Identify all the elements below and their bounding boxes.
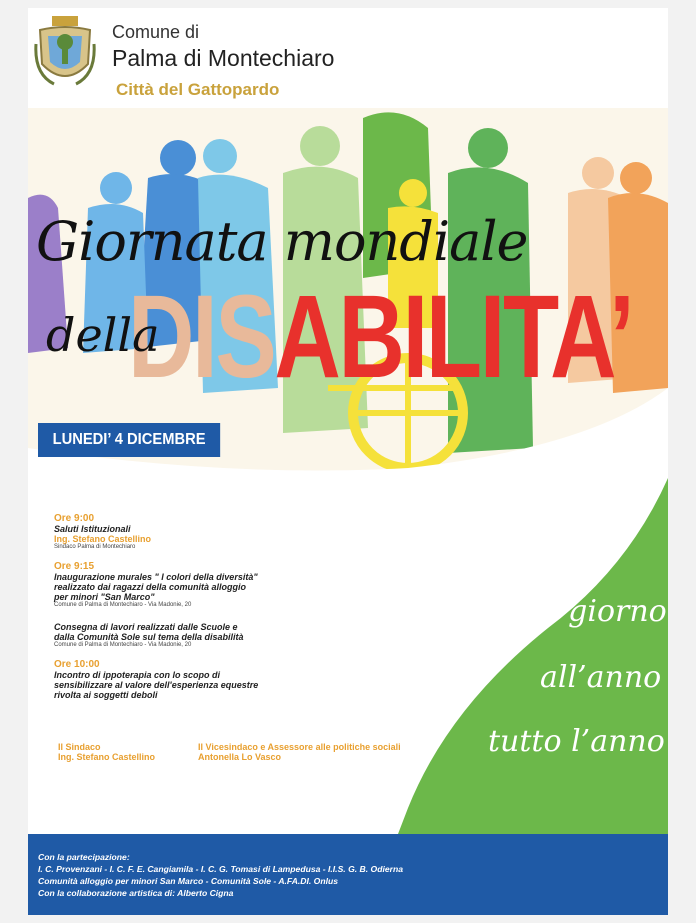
cyan-figure-head: [203, 139, 237, 173]
slogan-line1: Un giorno: [514, 594, 667, 629]
slot2-location: Comune di Palma di Montechiaro - Via Madonie, 20: [54, 602, 192, 608]
title-big: [128, 271, 633, 403]
program-slot-1: [54, 513, 151, 550]
program-slot-2: [54, 561, 258, 608]
footer-line4: Con la collaborazione artistica di: Alberto Cigna: [38, 888, 234, 898]
footer-line3: Comunità alloggio per minori San Marco - Comunità Sole - A.FA.DI. Onlus: [38, 876, 339, 886]
poster: [28, 8, 668, 915]
slot2-line2: realizzato dai ragazzi della comunità alloggio: [54, 582, 247, 592]
slot3-line1: Consegna di lavori realizzati dalle Scuole e: [54, 622, 238, 632]
right-name: Antonella Lo Vasco: [198, 752, 282, 762]
signature-right: [198, 742, 401, 762]
tagline: Città del Gattopardo: [116, 80, 280, 99]
slot3-location: Comune di Palma di Montechiaro - Via Madonie, 20: [54, 642, 192, 648]
green-figure-head: [468, 128, 508, 168]
slot1-title: Saluti Istituzionali: [54, 524, 131, 534]
slot4-line3: rivolta ai soggetti deboli: [54, 690, 158, 700]
event-date: LUNEDI’ 4 DICEMBRE 2023: [38, 423, 220, 457]
slot1-role: Sindaco Palma di Montechiaro: [54, 544, 136, 550]
slogan-line2: all’anno: [540, 660, 662, 695]
slot1-person: Ing. Stefano Castellino: [54, 534, 152, 544]
slot4-time: Ore 10:00: [54, 659, 100, 670]
slot2-line1: Inaugurazione murales " I colori della diversità": [54, 572, 258, 582]
footer-line2: I. C. Provenzani - I. C. F. E. Cangiamila - I. C. G. Tomasi di Lampedusa - I.I.S. G. B. Odierna: [38, 864, 403, 874]
town-crest-icon: [34, 14, 96, 90]
footer: [28, 834, 668, 915]
comune-di-label: Comune di: [112, 22, 200, 42]
signature-left: [58, 742, 155, 762]
title-line2: della: [46, 308, 160, 362]
orange-figure-head: [620, 162, 652, 194]
lightblue-figure-head: [100, 172, 132, 204]
title-dis: DIS: [128, 271, 275, 403]
footer-line1: Con la partecipazione:: [38, 852, 130, 862]
title-abilita: ABILITA’: [274, 271, 633, 403]
slot2-time: Ore 9:15: [54, 561, 95, 572]
program-slot-3: [54, 622, 244, 648]
title-line1: Giornata mondiale: [36, 210, 528, 273]
slot3-line2: dalla Comunità Sole sul tema della disabilità: [54, 632, 244, 642]
left-name: Ing. Stefano Castellino: [58, 752, 156, 762]
slot1-time: Ore 9:00: [54, 513, 95, 524]
peach-figure-head: [582, 157, 614, 189]
slot4-line2: sensibilizzare al valore dell'esperienza equestre: [54, 680, 259, 690]
yellow-figure-head: [399, 179, 427, 207]
lightgreen-figure-head: [300, 126, 340, 166]
blue-figure-head: [160, 140, 196, 176]
left-role: Il Sindaco: [58, 742, 101, 752]
slogan-line3: tutto l’anno: [488, 724, 665, 759]
header: [28, 8, 668, 108]
town-name: Palma di Montechiaro: [112, 45, 335, 71]
program-slot-4: [54, 659, 258, 700]
slot4-line1: Incontro di ippoterapia con lo scopo di: [54, 670, 221, 680]
slot2-line3: per minori "San Marco": [54, 592, 155, 602]
right-role: Il Vicesindaco e Assessore alle politiche sociali: [198, 742, 401, 752]
